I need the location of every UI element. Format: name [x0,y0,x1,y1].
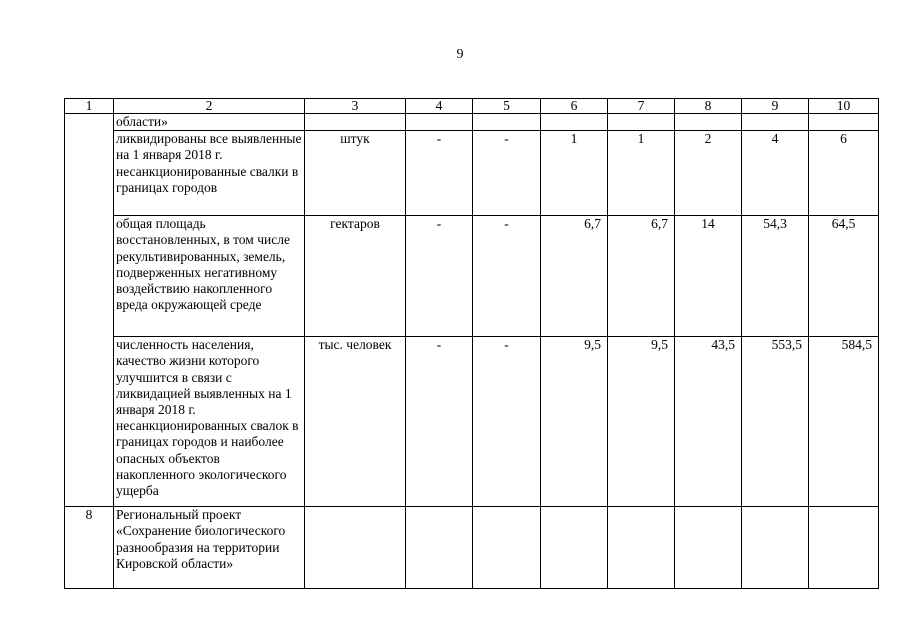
indicator-description: численность населения, качество жизни которого улучшится в связи с ликвидацией выявленных на 1 января 2018 г. несанкционированных свалок в границах городов и наиболее опасных объектов накопленного экологического ущерба [114,337,305,507]
value-cell: 584,5 [809,337,879,507]
indicator-description: ликвидированы все выявленные на 1 января 2018 г. несанкционированные свалки в границах городов [114,131,305,216]
value-cell: 54,3 [742,216,809,337]
row-index-cell: 8 [65,507,114,589]
value-cell: - [473,216,541,337]
column-header: 9 [742,99,809,114]
column-header: 7 [608,99,675,114]
indicators-table [64,98,879,589]
value-cell [809,507,879,589]
column-header: 3 [305,99,406,114]
column-header: 8 [675,99,742,114]
value-cell: 2 [675,131,742,216]
value-cell [608,507,675,589]
value-cell: 1 [608,131,675,216]
column-header: 2 [114,99,305,114]
unit-cell: штук [305,131,406,216]
table-header-row [65,99,879,114]
value-cell: 4 [742,131,809,216]
value-cell [675,114,742,131]
value-cell: 1 [541,131,608,216]
value-cell [675,507,742,589]
value-cell: - [406,131,473,216]
value-cell [541,114,608,131]
value-cell: - [406,337,473,507]
value-cell [473,114,541,131]
value-cell: 6,7 [541,216,608,337]
table-row [65,216,879,337]
value-cell [406,507,473,589]
value-cell: - [473,337,541,507]
value-cell: 553,5 [742,337,809,507]
column-header: 1 [65,99,114,114]
column-header: 10 [809,99,879,114]
value-cell [406,114,473,131]
table-row [65,114,879,131]
value-cell [742,114,809,131]
table-row [65,337,879,507]
indicator-description: общая площадь восстановленных, в том числе рекультивированных, земель, подверженных негативному воздействию накопленного вреда окружающей среде [114,216,305,337]
column-header: 6 [541,99,608,114]
value-cell: 6 [809,131,879,216]
value-cell [809,114,879,131]
table-row [65,131,879,216]
value-cell [608,114,675,131]
value-cell [541,507,608,589]
value-cell: 14 [675,216,742,337]
value-cell: 9,5 [541,337,608,507]
value-cell: 6,7 [608,216,675,337]
page-number: 9 [456,47,464,62]
table-row [65,507,879,589]
value-cell [473,507,541,589]
column-header: 5 [473,99,541,114]
unit-cell: гектаров [305,216,406,337]
row-index-cell [65,114,114,507]
unit-cell: тыс. человек [305,337,406,507]
column-header: 4 [406,99,473,114]
unit-cell [305,507,406,589]
value-cell: 64,5 [809,216,879,337]
value-cell: - [406,216,473,337]
value-cell: - [473,131,541,216]
indicator-description: области» [114,114,305,131]
value-cell [742,507,809,589]
indicator-description: Региональный проект «Сохранение биологического разнообразия на территории Кировской области» [114,507,305,589]
unit-cell [305,114,406,131]
value-cell: 9,5 [608,337,675,507]
value-cell: 43,5 [675,337,742,507]
